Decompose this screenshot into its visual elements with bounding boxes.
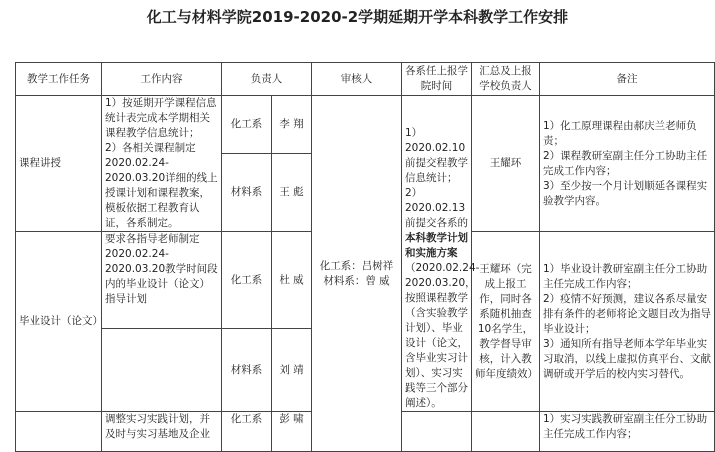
- time-line: （2020.02.24-2020.03.20，按照课程教学（含实验教学计划）、毕业设计（论文，含毕业实习计划）、实习实践等三个部分阐述）。: [405, 262, 480, 409]
- schedule-table: [15, 62, 715, 452]
- note-line: 1）毕业设计教研室副主任分工协助主任完成工作内容；: [543, 262, 708, 290]
- dept-cell: 化工系: [222, 412, 272, 452]
- time-cell: [402, 96, 480, 412]
- note-line: 2）课程教研室副主任分工协助主任完成工作内容；: [543, 149, 708, 177]
- header-content: 工作内容: [102, 63, 222, 96]
- dept-cell: 材料系: [222, 154, 272, 232]
- notes-cell: [540, 232, 715, 412]
- header-reviewer: 审核人: [312, 63, 402, 96]
- header-task: 教学工作任务: [16, 63, 102, 96]
- note-line: 3）至少按一个月计划顺延各课程实验教学内容。: [543, 179, 708, 207]
- reviewer-line: 材料系：曾 威: [323, 274, 390, 287]
- content-cell: [102, 329, 222, 412]
- notes-cell: [540, 96, 715, 232]
- person-cell: 杜 威: [272, 232, 312, 329]
- summary-cell: 王耀环（完成上报工作，同时各系随机抽查10名学生，教学督导审核，计入教师年度绩效）: [472, 232, 540, 412]
- header-report-time: 各系任上报学院时间: [402, 63, 472, 96]
- note-line: 1）化工原理课程由郝庆兰老师负责；: [543, 119, 697, 147]
- content-cell: 要求各指导老师制定2020.02.24-2020.03.20教学时间段内的毕业设计（论文）指导计划: [102, 232, 222, 329]
- time-cell: [402, 412, 472, 452]
- person-cell: 刘 靖: [272, 329, 312, 412]
- note-line: 1）实习实践教研室副主任分工协助主任完成工作内容；: [543, 413, 708, 440]
- dept-cell: 材料系: [222, 329, 272, 412]
- reviewer-cell: [312, 96, 402, 452]
- time-bold: 本科教学计划和实施方案: [405, 232, 468, 259]
- content-cell: [102, 96, 222, 232]
- content-line: 2）各相关课程制定2020.02.24-2020.03.20详细的线上授课计划和课程教案，模板依据工程教育认证，各系制定。: [105, 142, 218, 229]
- page-title: 化工与材料学院2019-2020-2学期延期开学本科教学工作安排: [146, 8, 569, 26]
- person-cell: 王 彪: [272, 154, 312, 232]
- note-line: 2）疫情不好预测，建议各系尽量安排有条件的老师将论文题目改为指导毕业设计；: [543, 292, 711, 335]
- task-cell: 毕业设计（论文）: [16, 232, 102, 412]
- task-cell: [16, 412, 102, 452]
- task-cell: 课程讲授: [16, 96, 102, 232]
- summary-cell: [472, 412, 540, 452]
- header-summary: 汇总及上报学校负责人: [472, 63, 540, 96]
- reviewer-line: 化工系：吕树祥: [319, 259, 394, 272]
- note-line: 3）通知所有指导老师本学年毕业实习取消，以线上虚拟仿真平台、文献调研或开学后的校内实习替代。: [543, 337, 711, 380]
- header-notes: 备注: [540, 63, 715, 96]
- time-line: 2）2020.02.13前提交各系的: [405, 187, 468, 229]
- content-line: 1）按延期开学课程信息统计表完成本学期相关课程教学信息统计；: [105, 97, 217, 139]
- notes-cell: [540, 412, 715, 452]
- time-line: 1）2020.02.10前提交程教学信息统计；: [405, 127, 468, 184]
- summary-cell: 王耀环: [472, 96, 540, 232]
- header-owner: 负责人: [222, 63, 312, 96]
- header-row: [16, 63, 715, 96]
- content-cell: 调整实习实践计划，并及时与实习基地及企业: [102, 412, 222, 452]
- table-row: [16, 96, 715, 154]
- person-cell: 彭 啸: [272, 412, 312, 452]
- dept-cell: 化工系: [222, 96, 272, 154]
- dept-cell: 化工系: [222, 232, 272, 329]
- person-cell: 李 翔: [272, 96, 312, 154]
